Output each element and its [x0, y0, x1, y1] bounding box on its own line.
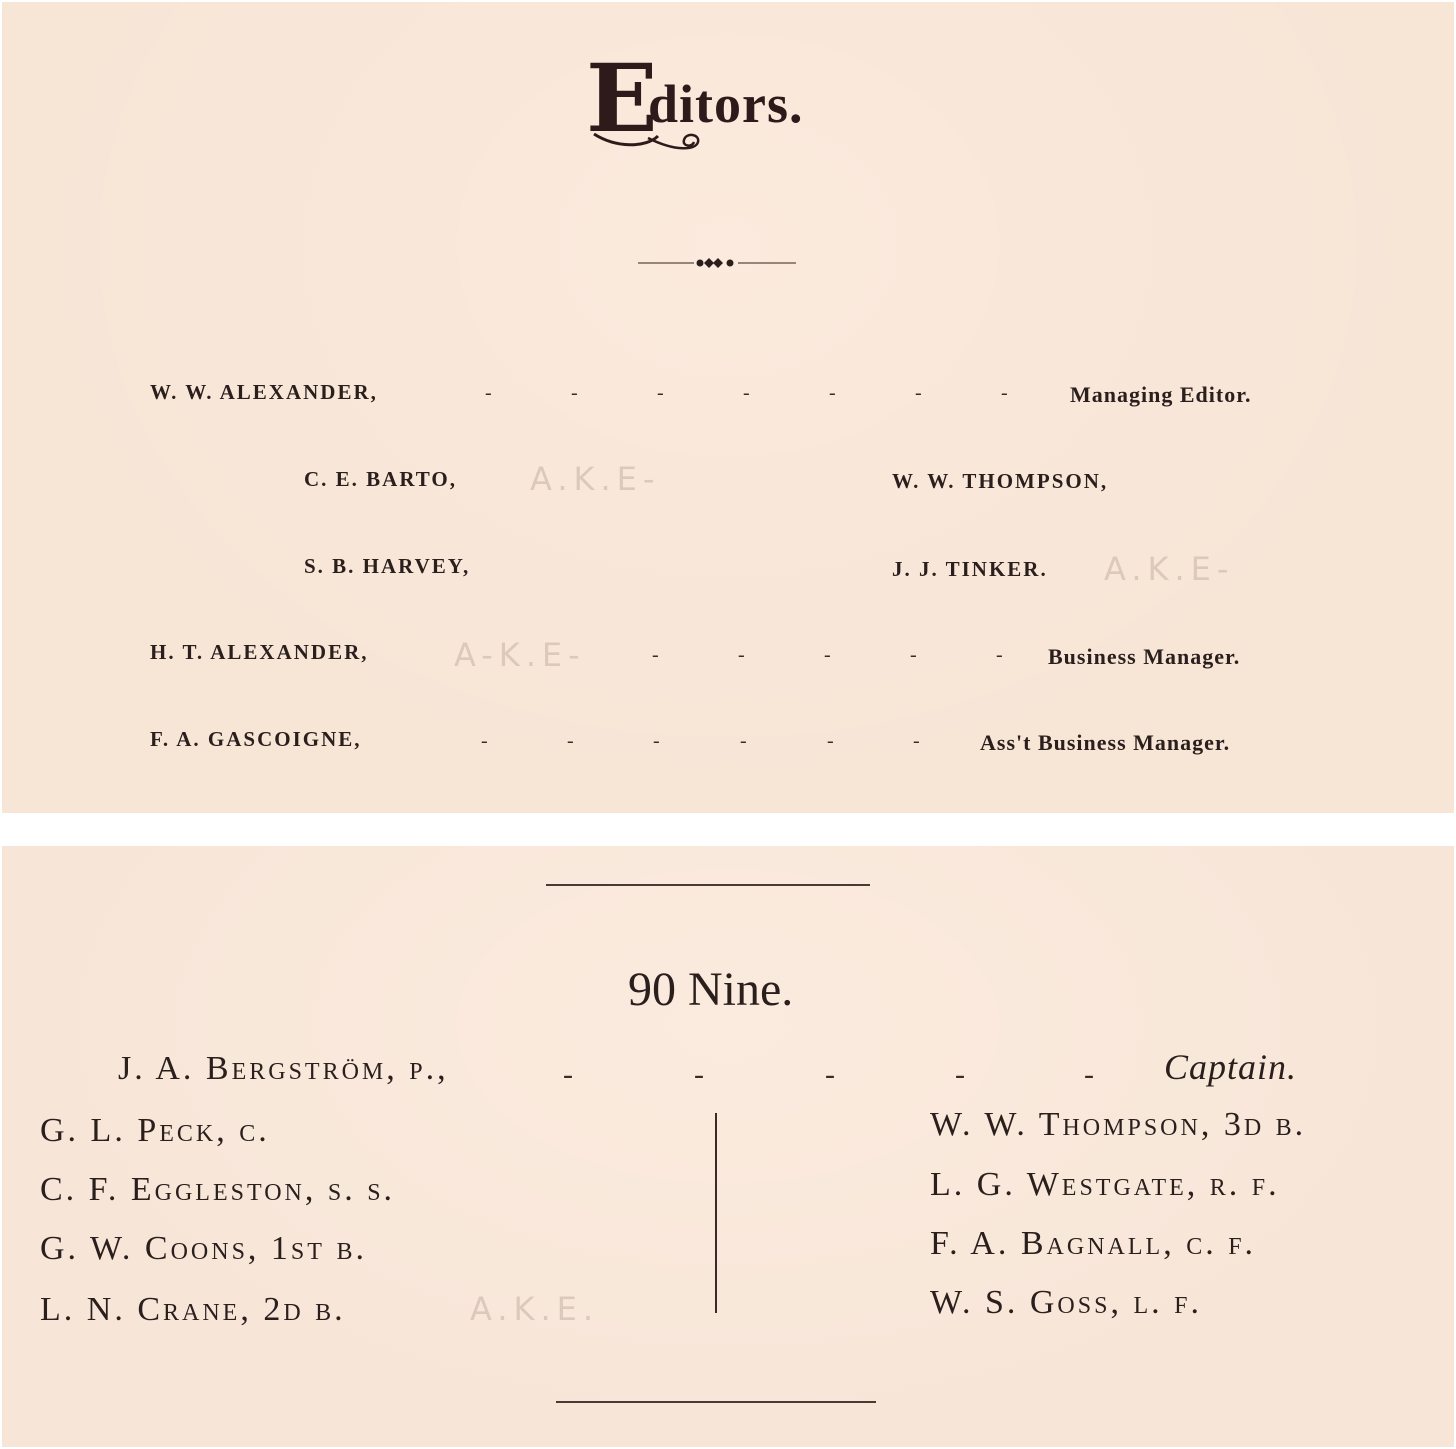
leader-dash: -: [913, 730, 920, 752]
leader-dash: -: [824, 644, 831, 666]
editor-name: J. J. TINKER.: [892, 557, 1048, 581]
player-right: L. G. Westgate, r. f.: [930, 1166, 1280, 1203]
top-rule: [546, 884, 870, 886]
editor-name: F. A. GASCOIGNE,: [150, 727, 362, 751]
editors-page: [2, 2, 1454, 813]
player-right: W. S. Goss, l. f.: [930, 1284, 1202, 1321]
leader-dash: -: [694, 1058, 704, 1091]
leader-dash: -: [910, 644, 917, 666]
editor-role: Ass't Business Manager.: [980, 730, 1231, 755]
editor-name: W. W. THOMPSON,: [892, 469, 1109, 493]
editor-name: S. B. HARVEY,: [304, 554, 471, 578]
editor-role: Managing Editor.: [1070, 382, 1252, 407]
ornament-divider: [638, 254, 796, 272]
leader-dash: -: [743, 382, 750, 404]
leader-dash: -: [829, 382, 836, 404]
leader-dash: -: [1001, 382, 1008, 404]
leader-dash: -: [563, 1058, 573, 1091]
leader-dash: -: [571, 382, 578, 404]
pencil-annotation: A.K.E-: [1104, 550, 1235, 588]
heading-text: ditors.: [648, 74, 804, 134]
player-right: W. W. Thompson, 3d b.: [930, 1106, 1307, 1143]
editors-heading: [586, 44, 876, 162]
pencil-annotation: A.K.E.: [470, 1290, 600, 1328]
leader-dash: -: [996, 644, 1003, 666]
leader-dash: -: [1084, 1058, 1094, 1091]
leader-dash: -: [657, 382, 664, 404]
leader-dash: -: [738, 644, 745, 666]
player-left: G. L. Peck, c.: [40, 1112, 270, 1149]
editor-role: Business Manager.: [1048, 644, 1241, 669]
leader-dash: -: [827, 730, 834, 752]
leader-dash: -: [915, 382, 922, 404]
heading-flourish: [586, 44, 716, 162]
column-divider: [715, 1113, 717, 1313]
leader-dash: -: [567, 730, 574, 752]
leader-dash: -: [652, 644, 659, 666]
editor-name: C. E. BARTO,: [304, 467, 457, 491]
leader-dash: -: [955, 1058, 965, 1091]
editor-name: H. T. ALEXANDER,: [150, 640, 369, 664]
player-left: G. W. Coons, 1st b.: [40, 1230, 367, 1267]
leader-dash: -: [825, 1058, 835, 1091]
player-right: F. A. Bagnall, c. f.: [930, 1225, 1257, 1262]
bottom-rule: [556, 1401, 876, 1403]
pencil-annotation: A-K.E-: [454, 636, 586, 674]
player-left: C. F. Eggleston, s. s.: [40, 1171, 396, 1208]
leader-dash: -: [481, 730, 488, 752]
leader-dash: -: [740, 730, 747, 752]
heading-initial: E: [586, 44, 658, 154]
nine-heading: 90 Nine.: [628, 963, 794, 1016]
leader-dash: -: [485, 382, 492, 404]
pencil-annotation: A.K.E-: [530, 460, 661, 498]
leader-dash: -: [653, 730, 660, 752]
player-left: L. N. Crane, 2d b.: [40, 1291, 346, 1328]
captain-name: J. A. Bergström, p.,: [118, 1050, 449, 1087]
captain-role: Captain.: [1164, 1047, 1298, 1087]
editor-name: W. W. ALEXANDER,: [150, 380, 378, 404]
